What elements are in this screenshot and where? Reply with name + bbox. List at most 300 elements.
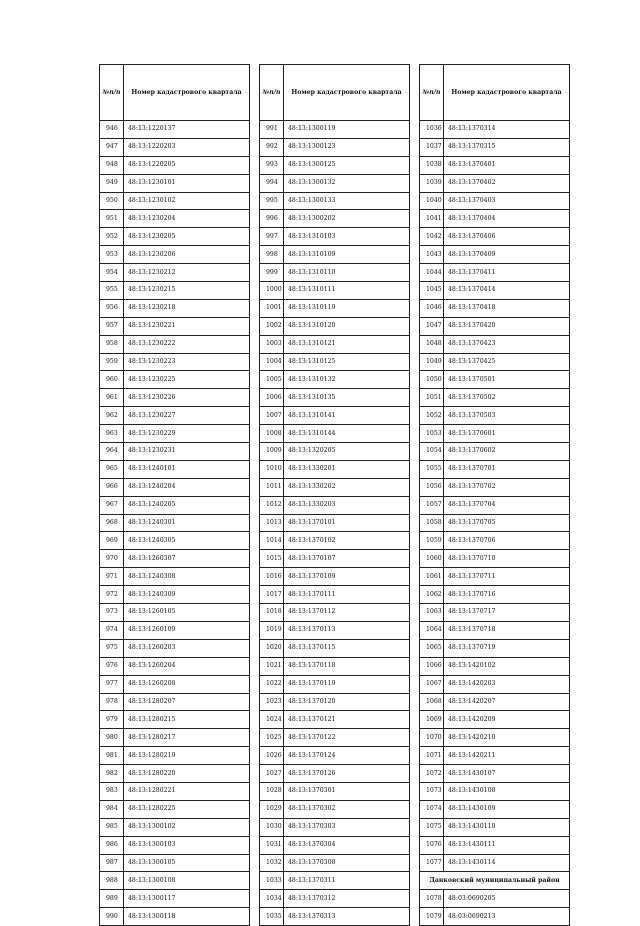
cadastral-number: 48:13:1280220 <box>124 765 250 783</box>
table-row <box>420 282 570 300</box>
row-number: 1071 <box>420 747 444 765</box>
table-row <box>260 389 410 407</box>
table-row <box>420 854 570 872</box>
table-row <box>420 675 570 693</box>
table-row <box>420 890 570 908</box>
row-number: 1045 <box>420 282 444 300</box>
row-number: 1032 <box>260 854 284 872</box>
cadastral-number: 48:13:1260109 <box>124 621 250 639</box>
row-number: 975 <box>100 639 124 657</box>
row-number: 1023 <box>260 693 284 711</box>
row-number: 1063 <box>420 604 444 622</box>
cadastral-number: 48:13:1370109 <box>284 568 410 586</box>
row-number: 955 <box>100 282 124 300</box>
row-number: 1074 <box>420 800 444 818</box>
row-number: 964 <box>100 443 124 461</box>
cadastral-number: 48:13:1300117 <box>124 890 250 908</box>
table-row <box>100 121 250 139</box>
row-number: 947 <box>100 138 124 156</box>
cadastral-number: 48:13:1310111 <box>284 282 410 300</box>
row-number: 1043 <box>420 246 444 264</box>
row-number: 1066 <box>420 657 444 675</box>
table-row <box>260 246 410 264</box>
table-row <box>260 264 410 282</box>
cadastral-number: 48:13:1430109 <box>444 800 570 818</box>
table-row <box>260 496 410 514</box>
row-number: 1024 <box>260 711 284 729</box>
table-header-row <box>100 65 250 121</box>
table-row <box>260 818 410 836</box>
row-number: 984 <box>100 800 124 818</box>
table-row <box>260 586 410 604</box>
table-row <box>100 765 250 783</box>
row-number: 1077 <box>420 854 444 872</box>
cadastral-number: 48:13:1260307 <box>124 550 250 568</box>
table-row <box>260 443 410 461</box>
table-row <box>100 210 250 228</box>
row-number: 966 <box>100 478 124 496</box>
table-row <box>420 532 570 550</box>
cadastral-number: 48:13:1370718 <box>444 621 570 639</box>
table-row <box>420 210 570 228</box>
row-number: 1027 <box>260 765 284 783</box>
cadastral-number: 48:13:1430110 <box>444 818 570 836</box>
table-row <box>260 425 410 443</box>
table-row <box>100 532 250 550</box>
table-row <box>100 604 250 622</box>
table-row <box>260 121 410 139</box>
cadastral-number: 48:13:1370121 <box>284 711 410 729</box>
cadastral-number: 48:13:1280207 <box>124 693 250 711</box>
row-number: 967 <box>100 496 124 514</box>
row-number: 963 <box>100 425 124 443</box>
table-row <box>100 246 250 264</box>
row-number: 1019 <box>260 621 284 639</box>
cadastral-number: 48:13:1370308 <box>284 854 410 872</box>
cadastral-number: 48:13:1220137 <box>124 121 250 139</box>
cadastral-number: 48:13:1230225 <box>124 371 250 389</box>
table-row <box>260 711 410 729</box>
cadastral-table-2 <box>259 64 410 926</box>
cadastral-number: 48:13:1370315 <box>444 138 570 156</box>
row-number: 1005 <box>260 371 284 389</box>
table-row <box>260 782 410 800</box>
cadastral-number: 48:13:1260203 <box>124 639 250 657</box>
cadastral-number: 48:13:1230206 <box>124 246 250 264</box>
table-row <box>260 478 410 496</box>
cadastral-number: 48:13:1310125 <box>284 353 410 371</box>
cadastral-number: 48:13:1280219 <box>124 747 250 765</box>
row-number: 952 <box>100 228 124 246</box>
table-row <box>420 818 570 836</box>
table-row <box>420 317 570 335</box>
table-row <box>420 156 570 174</box>
table-row <box>100 264 250 282</box>
table-row <box>420 335 570 353</box>
cadastral-number: 48:13:1300133 <box>284 192 410 210</box>
row-number: 1054 <box>420 443 444 461</box>
cadastral-number: 48:13:1260204 <box>124 657 250 675</box>
row-number: 1073 <box>420 782 444 800</box>
cadastral-number: 48:13:1370102 <box>284 532 410 550</box>
row-number: 997 <box>260 228 284 246</box>
row-number: 1072 <box>420 765 444 783</box>
table-row <box>260 639 410 657</box>
table-row <box>260 568 410 586</box>
table-row <box>420 228 570 246</box>
table-row <box>100 317 250 335</box>
row-number: 1057 <box>420 496 444 514</box>
cadastral-number: 48:13:1230218 <box>124 299 250 317</box>
row-number: 956 <box>100 299 124 317</box>
cadastral-number: 48:13:1370705 <box>444 514 570 532</box>
cadastral-number: 48:13:1370311 <box>284 872 410 890</box>
table-row <box>100 353 250 371</box>
cadastral-number: 48:13:1300102 <box>124 818 250 836</box>
cadastral-number: 48:13:1280225 <box>124 800 250 818</box>
row-number: 1061 <box>420 568 444 586</box>
cadastral-number: 48:13:1370503 <box>444 407 570 425</box>
table-row <box>420 121 570 139</box>
table-row <box>100 138 250 156</box>
row-number: 969 <box>100 532 124 550</box>
table-row <box>100 657 250 675</box>
header-num: №п/п <box>100 65 124 121</box>
row-number: 1022 <box>260 675 284 693</box>
cadastral-number: 48:13:1370502 <box>444 389 570 407</box>
table-row <box>260 174 410 192</box>
cadastral-number: 48:13:1370120 <box>284 693 410 711</box>
row-number: 1003 <box>260 335 284 353</box>
cadastral-number: 48:13:1330201 <box>284 460 410 478</box>
cadastral-number: 48:13:1370411 <box>444 264 570 282</box>
table-row <box>420 138 570 156</box>
cadastral-number: 48:13:1370303 <box>284 818 410 836</box>
table-row <box>100 675 250 693</box>
table-row <box>100 174 250 192</box>
cadastral-number: 48:13:1370702 <box>444 478 570 496</box>
table-row <box>100 335 250 353</box>
table-row <box>260 675 410 693</box>
table-row <box>100 299 250 317</box>
row-number: 1053 <box>420 425 444 443</box>
table-row <box>420 765 570 783</box>
cadastral-number: 48:13:1370124 <box>284 747 410 765</box>
row-number: 986 <box>100 836 124 854</box>
cadastral-number: 48:13:1300105 <box>124 854 250 872</box>
table-row <box>100 514 250 532</box>
cadastral-number: 48:13:1310132 <box>284 371 410 389</box>
cadastral-number: 48:13:1240301 <box>124 514 250 532</box>
cadastral-number: 48:13:1240205 <box>124 496 250 514</box>
header-cadastral: Номер кадастрового квартала <box>444 65 570 121</box>
row-number: 1069 <box>420 711 444 729</box>
table-row <box>420 657 570 675</box>
cadastral-number: 48:13:1230204 <box>124 210 250 228</box>
cadastral-number: 48:13:1370406 <box>444 228 570 246</box>
cadastral-number: 48:13:1370119 <box>284 675 410 693</box>
cadastral-number: 48:13:1370425 <box>444 353 570 371</box>
table-row <box>260 335 410 353</box>
row-number: 962 <box>100 407 124 425</box>
table-row <box>260 138 410 156</box>
row-number: 1000 <box>260 282 284 300</box>
table-row <box>260 604 410 622</box>
row-number: 1079 <box>420 908 444 926</box>
table-row <box>420 514 570 532</box>
cadastral-number: 48:13:1370719 <box>444 639 570 657</box>
table-row <box>420 586 570 604</box>
cadastral-number: 48:13:1370423 <box>444 335 570 353</box>
table-row <box>420 836 570 854</box>
cadastral-number: 48:13:1230101 <box>124 174 250 192</box>
table-row <box>420 621 570 639</box>
cadastral-number: 48:13:1370304 <box>284 836 410 854</box>
cadastral-number: 48:13:1370118 <box>284 657 410 675</box>
cadastral-number: 48:13:1370314 <box>444 121 570 139</box>
row-number: 1021 <box>260 657 284 675</box>
cadastral-number: 48:13:1300125 <box>284 156 410 174</box>
cadastral-number: 48:13:1240204 <box>124 478 250 496</box>
row-number: 988 <box>100 872 124 890</box>
table-row <box>100 711 250 729</box>
row-number: 1047 <box>420 317 444 335</box>
table-row <box>420 407 570 425</box>
table-row <box>100 478 250 496</box>
cadastral-number: 48:13:1240305 <box>124 532 250 550</box>
header-num: №п/п <box>260 65 284 121</box>
row-number: 971 <box>100 568 124 586</box>
table-row <box>260 353 410 371</box>
cadastral-number: 48:13:1310135 <box>284 389 410 407</box>
row-number: 1075 <box>420 818 444 836</box>
cadastral-number: 48:13:1310103 <box>284 228 410 246</box>
cadastral-number: 48:13:1370716 <box>444 586 570 604</box>
row-number: 1007 <box>260 407 284 425</box>
row-number: 960 <box>100 371 124 389</box>
row-number: 996 <box>260 210 284 228</box>
row-number: 1058 <box>420 514 444 532</box>
row-number: 1015 <box>260 550 284 568</box>
row-number: 1042 <box>420 228 444 246</box>
cadastral-number: 48:13:1370401 <box>444 156 570 174</box>
cadastral-number: 48:13:1230226 <box>124 389 250 407</box>
cadastral-number: 48:13:1420210 <box>444 729 570 747</box>
row-number: 949 <box>100 174 124 192</box>
cadastral-number: 48:13:1420203 <box>444 675 570 693</box>
cadastral-number: 48:13:1370717 <box>444 604 570 622</box>
row-number: 998 <box>260 246 284 264</box>
row-number: 970 <box>100 550 124 568</box>
table-row <box>420 264 570 282</box>
row-number: 1055 <box>420 460 444 478</box>
cadastral-number: 48:13:1430114 <box>444 854 570 872</box>
row-number: 1031 <box>260 836 284 854</box>
row-number: 1050 <box>420 371 444 389</box>
table-row <box>100 425 250 443</box>
table-row <box>420 711 570 729</box>
table-row <box>260 317 410 335</box>
table-header-row <box>420 65 570 121</box>
table-row <box>420 299 570 317</box>
table-row <box>420 425 570 443</box>
row-number: 1041 <box>420 210 444 228</box>
table-row <box>420 693 570 711</box>
cadastral-number: 48:13:1280221 <box>124 782 250 800</box>
cadastral-number: 48:13:1420211 <box>444 747 570 765</box>
cadastral-number: 48:13:1420209 <box>444 711 570 729</box>
table-row <box>260 729 410 747</box>
cadastral-number: 48:13:1370111 <box>284 586 410 604</box>
cadastral-number: 48:13:1370414 <box>444 282 570 300</box>
row-number: 1017 <box>260 586 284 604</box>
cadastral-number: 48:13:1300123 <box>284 138 410 156</box>
cadastral-number: 48:13:1370122 <box>284 729 410 747</box>
cadastral-number: 48:13:1220205 <box>124 156 250 174</box>
table-header-row <box>260 65 410 121</box>
row-number: 979 <box>100 711 124 729</box>
cadastral-number: 48:13:1230222 <box>124 335 250 353</box>
row-number: 995 <box>260 192 284 210</box>
row-number: 1035 <box>260 908 284 926</box>
row-number: 965 <box>100 460 124 478</box>
cadastral-number: 48:13:1420102 <box>444 657 570 675</box>
table-row <box>100 639 250 657</box>
cadastral-number: 48:13:1300132 <box>284 174 410 192</box>
cadastral-number: 48:13:1240309 <box>124 586 250 604</box>
row-number: 999 <box>260 264 284 282</box>
table-row <box>100 496 250 514</box>
cadastral-number: 48:13:1230212 <box>124 264 250 282</box>
row-number: 1002 <box>260 317 284 335</box>
table-row <box>260 228 410 246</box>
header-num: №п/п <box>420 65 444 121</box>
table-row <box>100 729 250 747</box>
cadastral-number: 48:13:1310110 <box>284 264 410 282</box>
cadastral-number: 48:03:0690205 <box>444 890 570 908</box>
table-row <box>420 246 570 264</box>
table-row <box>100 818 250 836</box>
row-number: 958 <box>100 335 124 353</box>
table-row <box>420 496 570 514</box>
row-number: 1033 <box>260 872 284 890</box>
row-number: 1004 <box>260 353 284 371</box>
cadastral-number: 48:13:1310120 <box>284 317 410 335</box>
table-row <box>420 460 570 478</box>
cadastral-number: 48:13:1370711 <box>444 568 570 586</box>
header-cadastral: Номер кадастрового квартала <box>124 65 250 121</box>
table-row <box>420 174 570 192</box>
table-row <box>100 156 250 174</box>
cadastral-number: 48:13:1330203 <box>284 496 410 514</box>
row-number: 1038 <box>420 156 444 174</box>
row-number: 1060 <box>420 550 444 568</box>
row-number: 946 <box>100 121 124 139</box>
row-number: 976 <box>100 657 124 675</box>
row-number: 953 <box>100 246 124 264</box>
row-number: 1064 <box>420 621 444 639</box>
row-number: 950 <box>100 192 124 210</box>
row-number: 1029 <box>260 800 284 818</box>
table-row <box>100 228 250 246</box>
row-number: 989 <box>100 890 124 908</box>
cadastral-number: 48:13:1370402 <box>444 174 570 192</box>
cadastral-number: 48:13:1240101 <box>124 460 250 478</box>
row-number: 1026 <box>260 747 284 765</box>
row-number: 987 <box>100 854 124 872</box>
row-number: 981 <box>100 747 124 765</box>
cadastral-number: 48:13:1370409 <box>444 246 570 264</box>
table-row <box>420 800 570 818</box>
row-number: 982 <box>100 765 124 783</box>
table-row <box>100 371 250 389</box>
table-row <box>260 908 410 926</box>
row-number: 985 <box>100 818 124 836</box>
cadastral-number: 48:13:1260208 <box>124 675 250 693</box>
cadastral-number: 48:03:0690213 <box>444 908 570 926</box>
cadastral-number: 48:13:1420207 <box>444 693 570 711</box>
row-number: 1040 <box>420 192 444 210</box>
row-number: 1070 <box>420 729 444 747</box>
row-number: 1056 <box>420 478 444 496</box>
row-number: 992 <box>260 138 284 156</box>
row-number: 1008 <box>260 425 284 443</box>
row-number: 1052 <box>420 407 444 425</box>
table-row <box>420 782 570 800</box>
table-row <box>260 621 410 639</box>
table-row <box>260 872 410 890</box>
table-row <box>260 460 410 478</box>
table-row <box>100 800 250 818</box>
cadastral-number: 48:13:1430108 <box>444 782 570 800</box>
cadastral-number: 48:13:1230223 <box>124 353 250 371</box>
cadastral-number: 48:13:1300108 <box>124 872 250 890</box>
cadastral-table-1 <box>99 64 250 926</box>
cadastral-number: 48:13:1300119 <box>284 121 410 139</box>
table-row <box>100 836 250 854</box>
cadastral-number: 48:13:1370704 <box>444 496 570 514</box>
row-number: 1039 <box>420 174 444 192</box>
cadastral-number: 48:13:1370301 <box>284 782 410 800</box>
cadastral-number: 48:13:1300103 <box>124 836 250 854</box>
row-number: 1016 <box>260 568 284 586</box>
row-number: 1034 <box>260 890 284 908</box>
table-row <box>260 765 410 783</box>
cadastral-number: 48:13:1230231 <box>124 443 250 461</box>
cadastral-number: 48:13:1370107 <box>284 550 410 568</box>
row-number: 1065 <box>420 639 444 657</box>
row-number: 1028 <box>260 782 284 800</box>
cadastral-number: 48:13:1370420 <box>444 317 570 335</box>
table-row <box>260 747 410 765</box>
table-row <box>260 371 410 389</box>
table-row <box>420 443 570 461</box>
table-row <box>100 282 250 300</box>
cadastral-number: 48:13:1370112 <box>284 604 410 622</box>
row-number: 951 <box>100 210 124 228</box>
cadastral-number: 48:13:1300202 <box>284 210 410 228</box>
table-row <box>260 532 410 550</box>
cadastral-number: 48:13:1310121 <box>284 335 410 353</box>
table-row <box>260 192 410 210</box>
row-number: 1049 <box>420 353 444 371</box>
row-number: 954 <box>100 264 124 282</box>
row-number: 1076 <box>420 836 444 854</box>
table-row <box>100 550 250 568</box>
table-row <box>420 371 570 389</box>
cadastral-number: 48:13:1370701 <box>444 460 570 478</box>
table-row <box>260 299 410 317</box>
